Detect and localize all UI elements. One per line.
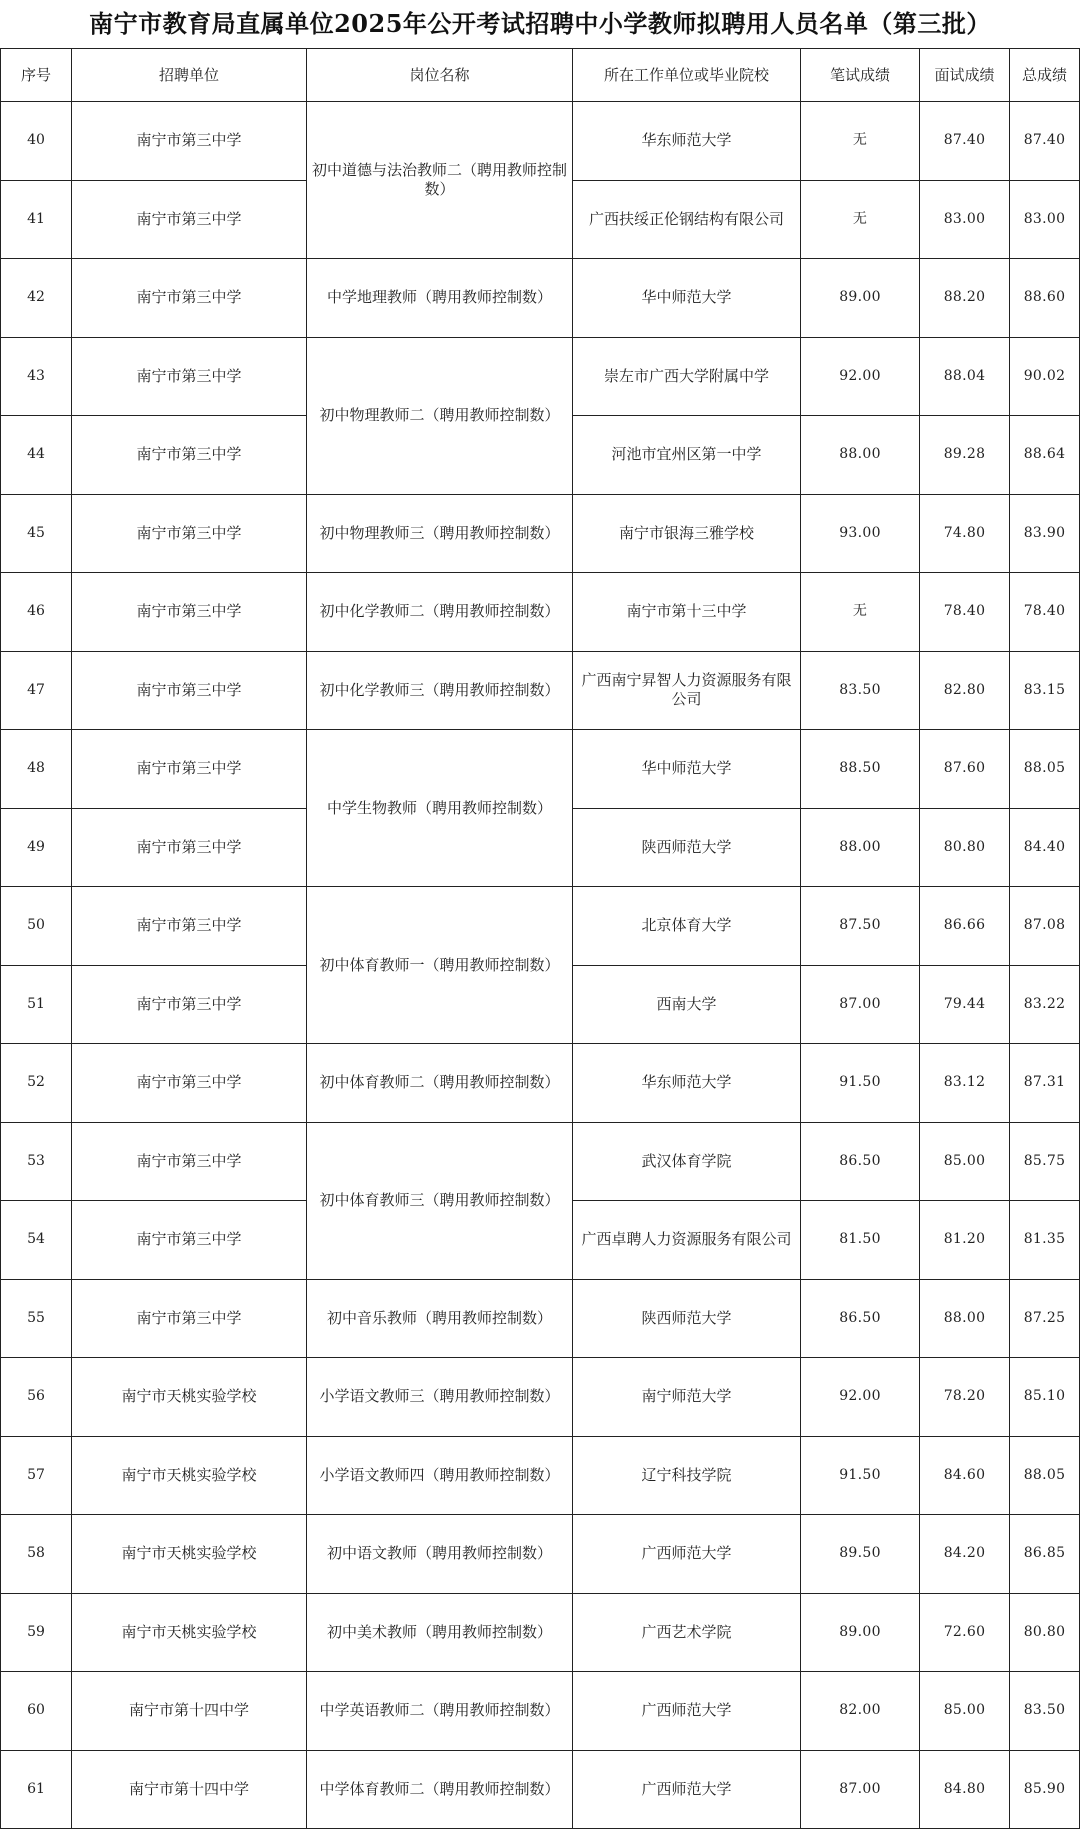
table-row (1, 573, 1080, 652)
cell-unit: 南宁市第三中学 (72, 337, 307, 416)
cell-total: 88.60 (1010, 259, 1080, 338)
cell-interview: 87.60 (920, 730, 1010, 809)
table-row (1, 1358, 1080, 1437)
cell-interview: 88.20 (920, 259, 1010, 338)
table-row (1, 1593, 1080, 1672)
cell-seq: 59 (1, 1593, 72, 1672)
cell-total: 85.10 (1010, 1358, 1080, 1437)
cell-written: 91.50 (801, 1436, 920, 1515)
cell-total: 86.85 (1010, 1515, 1080, 1594)
cell-interview: 78.20 (920, 1358, 1010, 1437)
cell-interview: 82.80 (920, 651, 1010, 730)
cell-origin: 陕西师范大学 (573, 1279, 801, 1358)
cell-total: 85.90 (1010, 1750, 1080, 1829)
cell-seq: 56 (1, 1358, 72, 1437)
cell-total: 90.02 (1010, 337, 1080, 416)
hiring-list-table (0, 48, 1080, 1829)
cell-origin: 武汉体育学院 (573, 1122, 801, 1201)
cell-seq: 48 (1, 730, 72, 809)
cell-post: 初中道德与法治教师二（聘用教师控制数） (307, 102, 573, 259)
cell-total: 83.15 (1010, 651, 1080, 730)
cell-seq: 49 (1, 808, 72, 887)
cell-unit: 南宁市第三中学 (72, 259, 307, 338)
header-total: 总成绩 (1010, 49, 1080, 102)
cell-written: 87.00 (801, 1750, 920, 1829)
cell-written: 86.50 (801, 1279, 920, 1358)
cell-unit: 南宁市第三中学 (72, 1044, 307, 1123)
cell-post: 中学英语教师二（聘用教师控制数） (307, 1672, 573, 1751)
table-row (1, 1672, 1080, 1751)
cell-seq: 47 (1, 651, 72, 730)
cell-origin: 广西扶绥正伦钢结构有限公司 (573, 180, 801, 259)
table-row (1, 1515, 1080, 1594)
cell-total: 87.08 (1010, 887, 1080, 966)
cell-seq: 44 (1, 416, 72, 495)
table-row (1, 1436, 1080, 1515)
cell-total: 85.75 (1010, 1122, 1080, 1201)
cell-origin: 广西师范大学 (573, 1672, 801, 1751)
cell-unit: 南宁市第三中学 (72, 180, 307, 259)
cell-seq: 42 (1, 259, 72, 338)
cell-written: 87.00 (801, 965, 920, 1044)
cell-total: 87.25 (1010, 1279, 1080, 1358)
cell-origin: 南宁师范大学 (573, 1358, 801, 1437)
cell-interview: 84.60 (920, 1436, 1010, 1515)
cell-origin: 广西师范大学 (573, 1750, 801, 1829)
cell-interview: 83.00 (920, 180, 1010, 259)
cell-post: 初中体育教师三（聘用教师控制数） (307, 1122, 573, 1279)
cell-origin: 南宁市银海三雅学校 (573, 494, 801, 573)
cell-interview: 84.80 (920, 1750, 1010, 1829)
cell-written: 89.00 (801, 259, 920, 338)
cell-post: 初中物理教师三（聘用教师控制数） (307, 494, 573, 573)
cell-seq: 55 (1, 1279, 72, 1358)
cell-origin: 南宁市第十三中学 (573, 573, 801, 652)
cell-unit: 南宁市第三中学 (72, 887, 307, 966)
cell-unit: 南宁市第三中学 (72, 965, 307, 1044)
cell-interview: 78.40 (920, 573, 1010, 652)
cell-post: 初中音乐教师（聘用教师控制数） (307, 1279, 573, 1358)
cell-interview: 84.20 (920, 1515, 1010, 1594)
cell-unit: 南宁市第三中学 (72, 1201, 307, 1280)
cell-origin: 陕西师范大学 (573, 808, 801, 887)
cell-interview: 85.00 (920, 1122, 1010, 1201)
cell-unit: 南宁市第三中学 (72, 730, 307, 809)
cell-post: 初中语文教师（聘用教师控制数） (307, 1515, 573, 1594)
header-written: 笔试成绩 (801, 49, 920, 102)
cell-post: 初中化学教师二（聘用教师控制数） (307, 573, 573, 652)
cell-unit: 南宁市第十四中学 (72, 1672, 307, 1751)
cell-seq: 53 (1, 1122, 72, 1201)
cell-total: 78.40 (1010, 573, 1080, 652)
cell-total: 87.31 (1010, 1044, 1080, 1123)
cell-unit: 南宁市第三中学 (72, 102, 307, 181)
cell-origin: 广西卓聘人力资源服务有限公司 (573, 1201, 801, 1280)
cell-origin: 华东师范大学 (573, 1044, 801, 1123)
cell-seq: 58 (1, 1515, 72, 1594)
cell-post: 初中美术教师（聘用教师控制数） (307, 1593, 573, 1672)
cell-seq: 41 (1, 180, 72, 259)
cell-unit: 南宁市第三中学 (72, 1279, 307, 1358)
cell-total: 88.05 (1010, 730, 1080, 809)
cell-seq: 60 (1, 1672, 72, 1751)
cell-seq: 40 (1, 102, 72, 181)
cell-written: 88.00 (801, 808, 920, 887)
cell-written: 92.00 (801, 337, 920, 416)
cell-seq: 57 (1, 1436, 72, 1515)
header-seq: 序号 (1, 49, 72, 102)
cell-unit: 南宁市天桃实验学校 (72, 1593, 307, 1672)
cell-written: 无 (801, 102, 920, 181)
header-unit: 招聘单位 (72, 49, 307, 102)
cell-total: 83.22 (1010, 965, 1080, 1044)
cell-total: 83.50 (1010, 1672, 1080, 1751)
cell-post: 中学体育教师二（聘用教师控制数） (307, 1750, 573, 1829)
cell-total: 88.64 (1010, 416, 1080, 495)
cell-post: 初中物理教师二（聘用教师控制数） (307, 337, 573, 494)
cell-origin: 崇左市广西大学附属中学 (573, 337, 801, 416)
cell-written: 93.00 (801, 494, 920, 573)
cell-written: 88.50 (801, 730, 920, 809)
table-row (1, 651, 1080, 730)
cell-interview: 85.00 (920, 1672, 1010, 1751)
cell-total: 81.35 (1010, 1201, 1080, 1280)
cell-seq: 52 (1, 1044, 72, 1123)
cell-origin: 广西师范大学 (573, 1515, 801, 1594)
cell-seq: 45 (1, 494, 72, 573)
cell-origin: 辽宁科技学院 (573, 1436, 801, 1515)
cell-unit: 南宁市第三中学 (72, 573, 307, 652)
cell-seq: 54 (1, 1201, 72, 1280)
header-row (1, 49, 1080, 102)
table-row (1, 730, 1080, 809)
header-origin: 所在工作单位或毕业院校 (573, 49, 801, 102)
cell-post: 初中化学教师三（聘用教师控制数） (307, 651, 573, 730)
table-row (1, 1750, 1080, 1829)
cell-interview: 74.80 (920, 494, 1010, 573)
cell-interview: 87.40 (920, 102, 1010, 181)
cell-written: 88.00 (801, 416, 920, 495)
cell-written: 87.50 (801, 887, 920, 966)
cell-interview: 80.80 (920, 808, 1010, 887)
table-row (1, 337, 1080, 416)
cell-origin: 北京体育大学 (573, 887, 801, 966)
cell-total: 80.80 (1010, 1593, 1080, 1672)
cell-unit: 南宁市天桃实验学校 (72, 1358, 307, 1437)
cell-unit: 南宁市第三中学 (72, 494, 307, 573)
cell-post: 中学生物教师（聘用教师控制数） (307, 730, 573, 887)
cell-written: 81.50 (801, 1201, 920, 1280)
cell-interview: 83.12 (920, 1044, 1010, 1123)
cell-unit: 南宁市第三中学 (72, 1122, 307, 1201)
table-row (1, 1044, 1080, 1123)
page-title: 南宁市教育局直属单位2025年公开考试招聘中小学教师拟聘用人员名单（第三批） (89, 9, 991, 38)
cell-total: 83.90 (1010, 494, 1080, 573)
cell-origin: 广西南宁昇智人力资源服务有限公司 (573, 651, 801, 730)
cell-post: 初中体育教师一（聘用教师控制数） (307, 887, 573, 1044)
table-row (1, 494, 1080, 573)
cell-post: 小学语文教师四（聘用教师控制数） (307, 1436, 573, 1515)
cell-origin: 河池市宜州区第一中学 (573, 416, 801, 495)
cell-total: 87.40 (1010, 102, 1080, 181)
table-row (1, 887, 1080, 966)
cell-seq: 51 (1, 965, 72, 1044)
cell-written: 89.50 (801, 1515, 920, 1594)
cell-origin: 华中师范大学 (573, 730, 801, 809)
cell-written: 89.00 (801, 1593, 920, 1672)
cell-origin: 广西艺术学院 (573, 1593, 801, 1672)
table-row (1, 259, 1080, 338)
cell-interview: 79.44 (920, 965, 1010, 1044)
cell-post: 初中体育教师二（聘用教师控制数） (307, 1044, 573, 1123)
cell-origin: 西南大学 (573, 965, 801, 1044)
cell-written: 91.50 (801, 1044, 920, 1123)
table-row (1, 1122, 1080, 1201)
cell-written: 无 (801, 180, 920, 259)
cell-interview: 86.66 (920, 887, 1010, 966)
cell-total: 84.40 (1010, 808, 1080, 887)
cell-written: 92.00 (801, 1358, 920, 1437)
header-interview: 面试成绩 (920, 49, 1010, 102)
cell-seq: 43 (1, 337, 72, 416)
cell-origin: 华东师范大学 (573, 102, 801, 181)
cell-written: 无 (801, 573, 920, 652)
cell-total: 88.05 (1010, 1436, 1080, 1515)
cell-interview: 88.00 (920, 1279, 1010, 1358)
cell-unit: 南宁市第十四中学 (72, 1750, 307, 1829)
cell-written: 86.50 (801, 1122, 920, 1201)
cell-interview: 89.28 (920, 416, 1010, 495)
cell-seq: 61 (1, 1750, 72, 1829)
header-post: 岗位名称 (307, 49, 573, 102)
cell-origin: 华中师范大学 (573, 259, 801, 338)
cell-written: 82.00 (801, 1672, 920, 1751)
cell-unit: 南宁市第三中学 (72, 808, 307, 887)
cell-post: 中学地理教师（聘用教师控制数） (307, 259, 573, 338)
cell-interview: 81.20 (920, 1201, 1010, 1280)
cell-unit: 南宁市天桃实验学校 (72, 1436, 307, 1515)
cell-unit: 南宁市天桃实验学校 (72, 1515, 307, 1594)
cell-total: 83.00 (1010, 180, 1080, 259)
cell-interview: 72.60 (920, 1593, 1010, 1672)
table-row (1, 102, 1080, 181)
cell-post: 小学语文教师三（聘用教师控制数） (307, 1358, 573, 1437)
cell-written: 83.50 (801, 651, 920, 730)
cell-interview: 88.04 (920, 337, 1010, 416)
table-row (1, 1279, 1080, 1358)
cell-seq: 46 (1, 573, 72, 652)
cell-unit: 南宁市第三中学 (72, 651, 307, 730)
cell-unit: 南宁市第三中学 (72, 416, 307, 495)
cell-seq: 50 (1, 887, 72, 966)
